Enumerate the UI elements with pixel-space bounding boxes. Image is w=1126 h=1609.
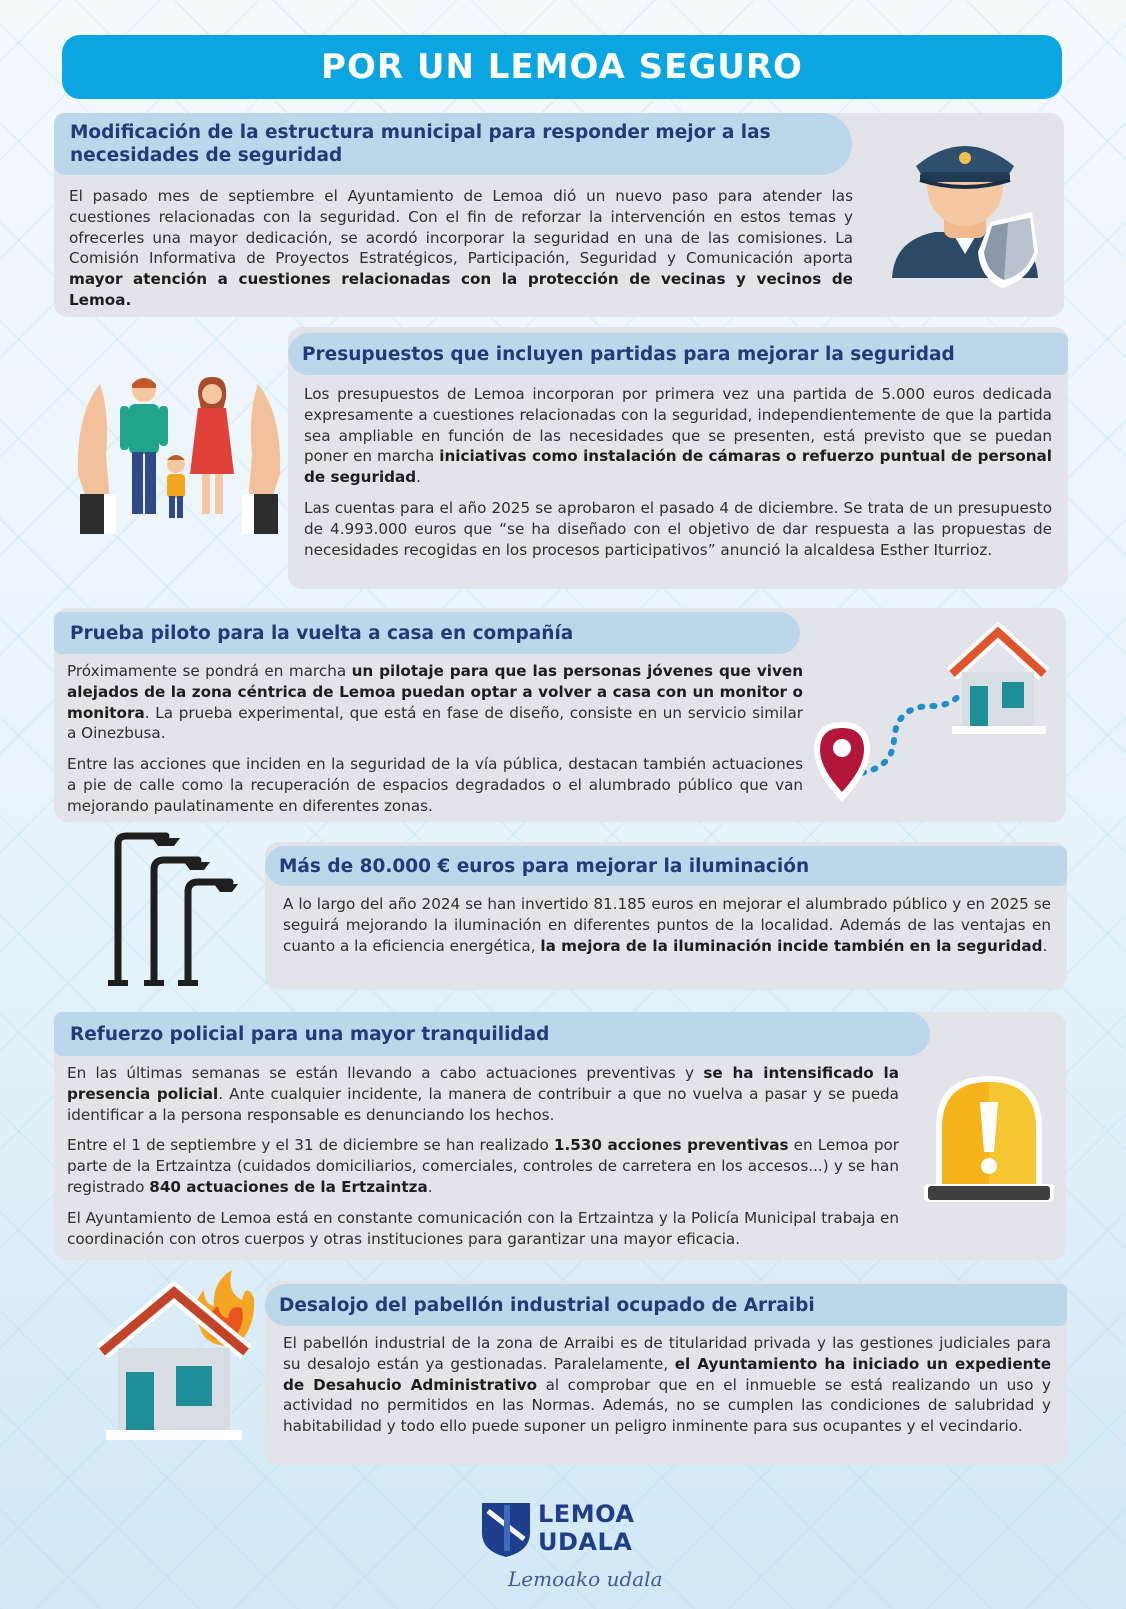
section-body <box>304 384 1052 570</box>
footer-logo <box>478 1495 668 1605</box>
section-title: Modificación de la estructura municipal para responder mejor a las necesidades de seguridad <box>54 113 852 175</box>
section-body <box>67 1063 899 1259</box>
paragraph: Entre las acciones que inciden en la seguridad de la vía pública, destacan también actuaciones a pie de calle como la recuperación de espacios degradados o el alumbrado público que van mejorando paulatinamente en diferentes zonas. <box>67 755 803 815</box>
section-title: Refuerzo policial para una mayor tranquilidad <box>54 1012 930 1056</box>
coat-of-arms-icon <box>478 1499 534 1559</box>
burning-house-icon <box>96 1268 256 1448</box>
family-protection-icon <box>72 374 286 540</box>
paragraph: Próximamente se pondrá en marcha un pilotaje para que las personas jóvenes que viven alejados de la zona céntrica de Lemoa puedan optar a volver a casa con un monitor o monitora. La prueba experimental, que está en fase de diseño, consiste en un servicio similar a Oinezbusa. <box>67 662 804 743</box>
alarm-light-icon <box>920 1068 1058 1210</box>
paragraph: Los presupuestos de Lemoa incorporan por primera vez una partida de 5.000 euros dedicada expresamente a cuestiones relacionadas con la seguridad, independientemente de que la partida sea ampliable en función de las necesidades que se presenten, está previsto que se puedan poner en marcha iniciativas como instalación de cámaras o refuerzo puntual de personal de seguridad. <box>304 385 1052 487</box>
route-home-icon <box>812 622 1058 810</box>
page-title <box>62 35 1062 99</box>
paragraph: A lo largo del año 2024 se han invertido 81.185 euros en mejorar el alumbrado público y en 2025 se seguirá mejorando la iluminación en diferentes puntos de la localidad. Además de las ventajas en cuanto a la eficiencia energética, la mejora de la iluminación incide también en la seguridad. <box>283 895 1051 955</box>
paragraph: Entre el 1 de septiembre y el 31 de diciembre se han realizado 1.530 acciones preventivas en Lemoa por parte de la Ertzaintza (cuidados domiciliarios, comerciales, controles de carretera en los accesos...) y se han registrado 840 actuaciones de la Ertzaintza. <box>67 1136 900 1196</box>
section-body <box>283 894 1051 966</box>
paragraph: El Ayuntamiento de Lemoa está en constante comunicación con la Ertzaintza y la Policía Municipal trabaja en coordinación con otros cuerpos y otras instituciones para garantizar una mayor eficacia. <box>67 1208 899 1248</box>
paragraph: En las últimas semanas se están llevando a cabo actuaciones preventivas y se ha intensificado la presencia policial. Ante cualquier incidente, la manera de contribuir a que no vuelva a pasar y se pueda identificar a la persona responsable es denunciando los hechos. <box>67 1064 899 1124</box>
paragraph: El pasado mes de septiembre el Ayuntamiento de Lemoa dió un nuevo paso para atender las cuestiones relacionadas con la seguridad. Con el fin de reforzar la intervención en estos temas y ofrecerles una mayor dedicación, se acordó incorporar la seguridad en una de las comisiones. La Comisión Informativa de Proyectos Estratégicos, Participación, Seguridad y Comunicación aporta mayor atención a cuestiones relacionadas con la protección de vecinas y vecinos de Lemoa. <box>69 187 853 309</box>
section-body <box>67 661 803 827</box>
page-title-text: POR UN LEMOA SEGURO <box>321 47 803 87</box>
section-title: Más de 80.000 € euros para mejorar la iluminación <box>265 846 1067 886</box>
section-body <box>283 1333 1051 1447</box>
section-title: Prueba piloto para la vuelta a casa en compañía <box>54 612 800 654</box>
paragraph: Las cuentas para el año 2025 se aprobaron el pasado 4 de diciembre. Se trata de un presupuesto de 4.993.000 euros que “se ha diseñado con el objetivo de dar respuesta a las propuestas de necesidades recogidas en los procesos participativos” anunció la alcaldesa Esther Iturrioz. <box>304 498 1052 559</box>
logo-line1: LEMOA <box>538 1500 635 1528</box>
logo-line2: UDALA <box>538 1528 633 1556</box>
section-title: Presupuestos que incluyen partidas para mejorar la seguridad <box>288 333 1068 375</box>
street-lamp-icon <box>104 830 248 990</box>
police-officer-icon <box>880 128 1050 298</box>
section-body <box>69 186 853 321</box>
logo-subtitle: Lemoako udala <box>508 1567 663 1591</box>
section-title: Desalojo del pabellón industrial ocupado de Arraibi <box>265 1284 1067 1326</box>
paragraph: El pabellón industrial de la zona de Arraibi es de titularidad privada y las gestiones judiciales para su desalojo están ya gestionadas. Paralelamente, el Ayuntamiento ha iniciado un expediente de Desahucio Administrativo al comprobar que en el inmueble se está realizando un uso y actividad no permitidos en las Normas. Además, no se cumplen las condiciones de salubridad y habitabilidad y todo ello puede suponer un peligro inminente para sus ocupantes y el vecindario. <box>283 1334 1052 1436</box>
